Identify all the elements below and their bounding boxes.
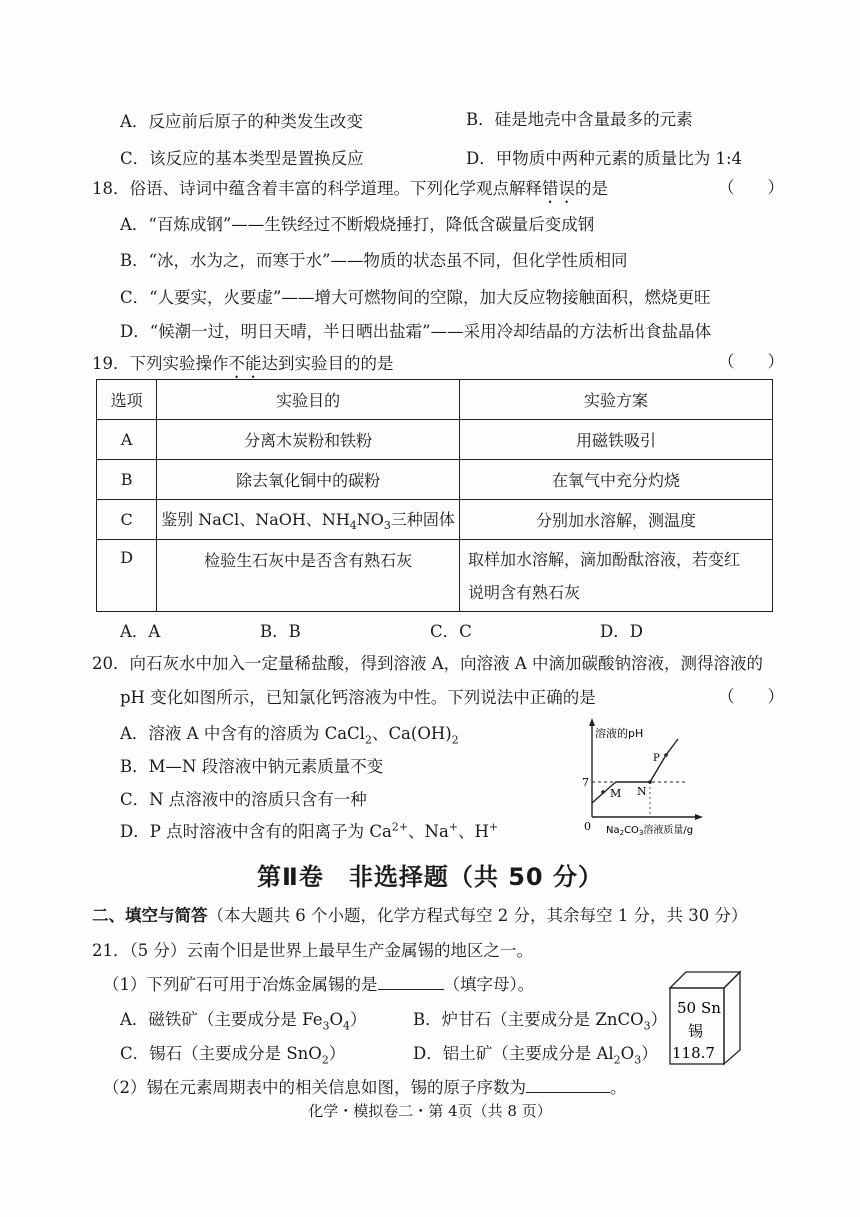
element-card-top-face: [670, 972, 740, 988]
graph-point-m: [601, 790, 605, 794]
q17-option-a: A．反应前后原子的种类发生改变: [120, 112, 363, 131]
q18-option-c: C．“人要实，火要虚”——增大可燃物间的空隙，加大反应物接触面积，燃烧更旺: [120, 288, 711, 307]
table-row: [97, 500, 773, 540]
q19-experiment-table: [96, 379, 773, 612]
q21-sub1-answer-blank[interactable]: [378, 989, 444, 990]
q19-answer-c: C．C: [430, 622, 472, 641]
graph-point-n: [648, 780, 652, 784]
page-footer: 化学・模拟卷二・第 4页（共 8 页）: [308, 1102, 552, 1120]
table-header-row: [97, 380, 773, 420]
graph-label-m: M: [610, 787, 622, 800]
graph-origin-label: 0: [584, 820, 591, 833]
graph-label-n: N: [637, 785, 647, 798]
q19-answer-a: A．A: [120, 622, 161, 641]
row-goal: 分离木炭粉和铁粉: [157, 420, 460, 460]
row-goal: 检验生石灰中是否含有熟石灰: [157, 540, 460, 612]
q17-option-d: D．甲物质中两种元素的质量比为 1:4: [466, 149, 743, 168]
graph-ph-curve: [592, 739, 678, 803]
q17-option-c: C．该反应的基本类型是置换反应: [120, 149, 364, 168]
q21-stem: 21．（5 分）云南个旧是世界上最早生产金属锡的地区之一。: [92, 941, 533, 960]
row-plan: 在氧气中充分灼烧: [459, 460, 772, 500]
header-goal: 实验目的: [157, 380, 460, 420]
graph-label-p: P: [653, 753, 660, 764]
row-option: C: [97, 500, 157, 540]
table-row: [97, 460, 773, 500]
q21-option-c: C．锡石（主要成分是 SnO$_2$）: [120, 1044, 346, 1067]
q19-stem: 19．下列实验操作不能达到实验目的的是: [92, 354, 394, 373]
graph-x-arrow-icon: [695, 814, 703, 820]
graph-tick-7: 7: [582, 776, 589, 789]
q19-answer-d: D．D: [600, 622, 643, 641]
q21-option-b: B．炉甘石（主要成分是 ZnCO$_3$）: [413, 1010, 668, 1033]
q18-option-d: D．“候潮一过，明日天晴，半日晒出盐霜”——采用冷却结晶的方法析出食盐晶体: [120, 322, 712, 341]
graph-y-arrow-icon: [589, 718, 595, 726]
q21-sub2: （2）锡在元素周期表中的相关信息如图，锡的原子序数为 。: [103, 1078, 627, 1097]
row-plan: 用磁铁吸引: [459, 420, 772, 460]
element-symbol: Sn: [701, 999, 721, 1017]
q20-answer-paren: （ ）: [718, 687, 784, 706]
q20-option-d: D．P 点时溶液中含有的阳离子为 $Ca^{2+}$、Na+、H+: [120, 820, 499, 841]
tin-element-card: [668, 970, 742, 1066]
q21-sub2-answer-blank[interactable]: [526, 1092, 610, 1093]
table-row: [97, 420, 773, 460]
part2-title: 第Ⅱ卷 非选择题（共 50 分）: [257, 863, 603, 891]
q21-option-a: A．磁铁矿（主要成分是 $Fe_3O_4$）: [120, 1010, 367, 1033]
ph-graph: [570, 715, 730, 840]
q18-answer-paren: （ ）: [718, 178, 784, 197]
element-atomic-mass: 118.7: [672, 1044, 715, 1062]
q19-answer-paren: （ ）: [718, 352, 784, 371]
graph-y-label: 溶液的pH: [595, 727, 644, 740]
row-option: B: [97, 460, 157, 500]
section-heading: 二、填空与简答（本大题共 6 个小题，化学方程式每空 2 分，其余每空 1 分，共 30 分）: [92, 906, 748, 925]
row-plan: 取样加水溶解，滴加酚酞溶液，若变红 说明含有熟石灰: [459, 540, 772, 612]
graph-x-label: $Na_2CO_3$溶液质量/g: [606, 825, 694, 837]
q21-sub1: （1）下列矿石可用于冶炼金属锡的是 （填字母）。: [103, 975, 535, 994]
element-name: 锡: [688, 1022, 704, 1040]
q18-option-b: B．“冰，水为之，而寒于水”——物质的状态虽不同，但化学性质相同: [120, 251, 628, 270]
header-plan: 实验方案: [459, 380, 772, 420]
q17-option-b: B．硅是地壳中含量最多的元素: [466, 110, 693, 129]
row-plan: 分别加水溶解，测温度: [459, 500, 772, 540]
q20-stem-line1: 20．向石灰水中加入一定量稀盐酸，得到溶液 A，向溶液 A 中滴加碳酸钠溶液，测得溶液的: [92, 654, 764, 673]
table-row: [97, 540, 773, 612]
row-option: D: [97, 540, 157, 612]
header-option: 选项: [97, 380, 157, 420]
q21-option-d: D．铝土矿（主要成分是 $Al_2O_3$）: [413, 1044, 658, 1067]
q19-answer-b: B．B: [260, 622, 301, 641]
q18-stem: 18．俗语、诗词中蕴含着丰富的科学道理。下列化学观点解释错误的是: [92, 179, 608, 198]
element-atomic-number: 50: [677, 999, 697, 1017]
row-goal: 除去氧化铜中的碳粉: [157, 460, 460, 500]
element-card-side-face: [724, 972, 740, 1064]
q20-option-a: A．溶液 A 中含有的溶质为 CaCl$_2$、$Ca(OH)_2$: [120, 724, 459, 747]
q20-option-c: C．N 点溶液中的溶质只含有一种: [120, 790, 367, 809]
graph-point-p: [664, 753, 668, 757]
q20-stem-line2: pH 变化如图所示，已知氯化钙溶液为中性。下列说法中正确的是: [120, 688, 596, 707]
row-option: A: [97, 420, 157, 460]
row-goal: 鉴别 NaCl、NaOH、$NH_4NO_3$三种固体: [157, 500, 460, 540]
q18-option-a: A．“百炼成钢”——生铁经过不断煅烧捶打，降低含碳量后变成钢: [120, 215, 595, 234]
q20-option-b: B．M—N 段溶液中钠元素质量不变: [120, 757, 384, 776]
